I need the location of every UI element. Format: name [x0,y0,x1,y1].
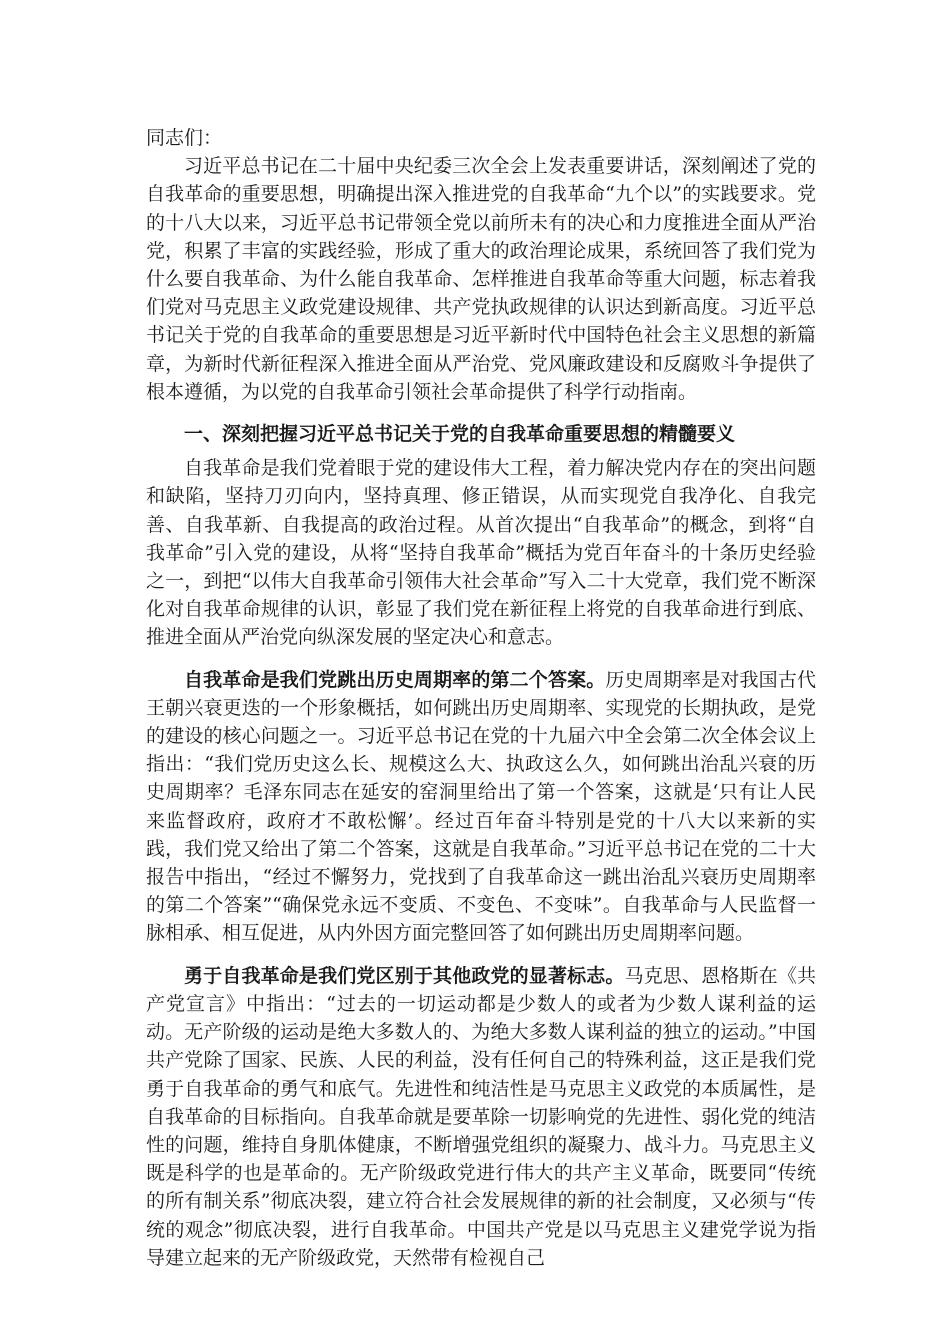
document-body [146,124,816,1272]
spacer [146,406,816,420]
intro-paragraph: 习近平总书记在二十届中央纪委三次全会上发表重要讲话，深刻阐述了党的自我革命的重要思想，明确提出深入推进党的自我革命“九个以”的实践要求。党的十八大以来，习近平总书记带领全党以前所未有的决心和力度推进全面从严治党，积累了丰富的实践经验，形成了重大的政治理论成果，系统回答了我们党为什么要自我革命、为什么能自我革命、怎样推进自我革命等重大问题，标志着我们党对马克思主义政党建设规律、共产党执政规律的认识达到新高度。习近平总书记关于党的自我革命的重要思想是习近平新时代中国特色社会主义思想的新篇章，为新时代新征程深入推进全面从严治党、党风廉政建设和反腐败斗争提供了根本遵循，为以党的自我革命引领社会革命提供了科学行动指南。 [146,155,816,403]
salutation: 同志们： [146,127,223,149]
spacer [146,652,816,666]
point-paragraph-2 [146,962,816,1272]
point-lead-2: 勇于自我革命是我们党区别于其他政党的显著标志。 [184,964,625,987]
spacer [146,948,816,962]
point-body-1: 历史周期率是对我国古代王朝兴衰更迭的一个形象概括，如何跳出历史周期率、实现党的长期执政，是党的建设的核心问题之一。习近平总书记在党的十九届六中全会第二次全体会议上指出：“我们党历史这么长、规模这么大、执政这么久，如何跳出治乱兴衰的历史周期率？毛泽东同志在延安的窑洞里给出了第一个答案，这就是‘只有让人民来监督政府，政府才不敢松懈’。经过百年奋斗特别是党的十八大以来新的实践，我们党又给出了第二个答案，这就是自我革命。”习近平总书记在党的二十大报告中指出，“经过不懈努力，党找到了自我革命这一跳出治乱兴衰历史周期率的第二个答案”“确保党永远不变质、不变色、不变味”。自我革命与人民监督一脉相承、相互促进，从内外因方面完整回答了如何跳出历史周期率问题。 [146,668,816,945]
point-body-2: 马克思、恩格斯在《共产党宣言》中指出：“过去的一切运动都是少数人的或者为少数人谋利益的运动。无产阶级的运动是绝大多数人的、为绝大多数人谋利益的独立的运动。”中国共产党除了国家、民族、人民的利益，没有任何自己的特殊利益，这正是我们党勇于自我革命的勇气和底气。先进性和纯洁性是马克思主义政党的本质属性，是自我革命的目标指向。自我革命就是要革除一切影响党的先进性、弱化党的纯洁性的问题，维持自身肌体健康，不断增强党组织的凝聚力、战斗力。马克思主义既是科学的也是革命的。无产阶级政党进行伟大的共产主义革命，既要同“传统的所有制关系”彻底决裂，建立符合社会发展规律的新的社会制度，又必须与“传统的观念”彻底决裂，进行自我革命。中国共产党是以马克思主义建党学说为指导建立起来的无产阶级政党，天然带有检视自己 [146,964,816,1269]
point-paragraph-1 [146,666,816,948]
section-paragraph: 自我革命是我们党着眼于党的建设伟大工程，着力解决党内存在的突出问题和缺陷，坚持刀刃向内，坚持真理、修正错误，从而实现党自我净化、自我完善、自我革新、自我提高的政治过程。从首次提出“自我革命”的概念，到将“自我革命”引入党的建设，从将“坚持自我革命”概括为党百年奋斗的十条历史经验之一，到把“以伟大自我革命引领伟大社会革命”写入二十大党章，我们党不断深化对自我革命规律的认识，彰显了我们党在新征程上将党的自我革命进行到底、推进全面从严治党向纵深发展的坚定决心和意志。 [146,457,816,649]
point-lead-1: 自我革命是我们党跳出历史周期率的第二个答案。 [184,668,606,691]
section-heading: 一、深刻把握习近平总书记关于党的自我革命重要思想的精髓要义 [184,423,736,446]
